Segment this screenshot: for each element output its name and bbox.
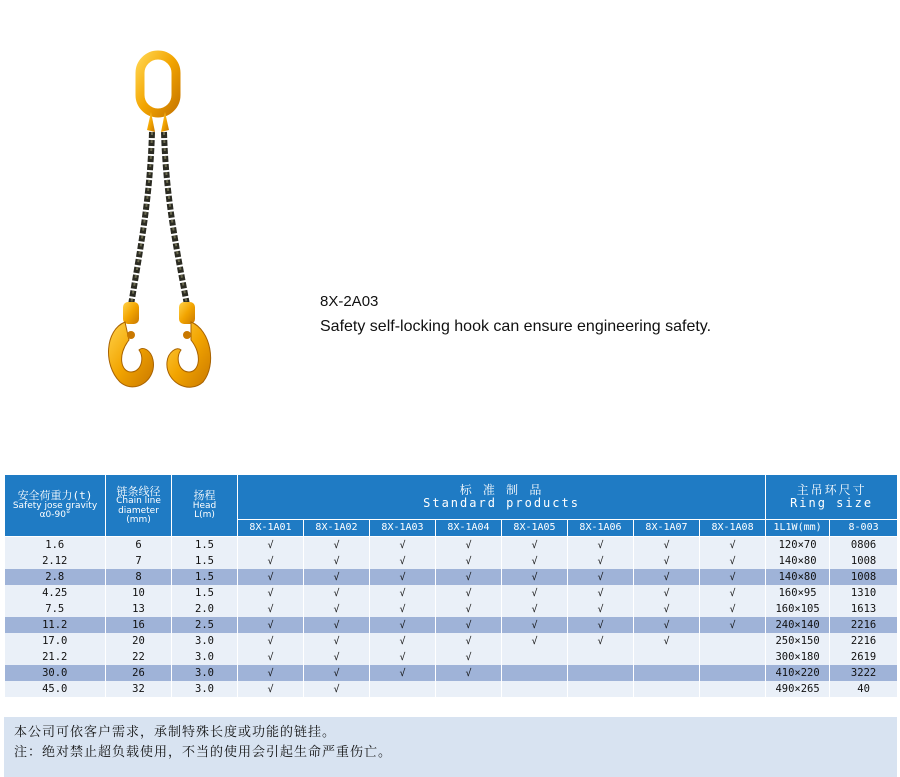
head-cell: 3.0 [172, 649, 238, 665]
check-cell: √ [502, 617, 568, 633]
model-header: 8X-1A05 [502, 520, 568, 537]
check-cell [502, 649, 568, 665]
check-cell: √ [700, 537, 766, 554]
check-cell [568, 649, 634, 665]
load-cell: 2.8 [5, 569, 106, 585]
check-cell: √ [304, 649, 370, 665]
check-cell: √ [502, 553, 568, 569]
check-cell: √ [634, 601, 700, 617]
note-warning: 注：绝对禁止超负载使用，不当的使用会引起生命严重伤亡。 [14, 745, 393, 760]
table-row [5, 569, 898, 585]
header-load [5, 475, 106, 537]
check-cell: √ [436, 537, 502, 554]
ring-dimension-cell: 160×95 [766, 585, 830, 601]
note-area [4, 717, 897, 777]
check-cell: √ [568, 617, 634, 633]
check-cell: √ [370, 601, 436, 617]
ring-code-cell: 1008 [830, 553, 898, 569]
chain-diameter-cell: 7 [106, 553, 172, 569]
check-cell: √ [436, 585, 502, 601]
check-cell: √ [634, 569, 700, 585]
check-cell: √ [700, 585, 766, 601]
check-cell: √ [634, 633, 700, 649]
check-cell: √ [502, 569, 568, 585]
table-row [5, 553, 898, 569]
hook-right-icon [167, 322, 211, 387]
header-chain-cn: 链条线径 [116, 484, 161, 498]
master-link [140, 55, 176, 113]
header-ring-en: Ring size [790, 496, 874, 510]
ring-dimension-header: 1L1W(mm) [766, 520, 830, 537]
load-cell: 30.0 [5, 665, 106, 681]
check-cell: √ [304, 681, 370, 697]
header-load-cn: 安全荷重力(t) [17, 489, 93, 503]
header-load-en: Safety jose gravity [12, 500, 98, 511]
ring-code-cell: 1613 [830, 601, 898, 617]
check-cell: √ [568, 537, 634, 554]
ring-code-cell: 40 [830, 681, 898, 697]
ring-code-cell: 2216 [830, 633, 898, 649]
check-cell: √ [370, 585, 436, 601]
ring-dimension-cell: 240×140 [766, 617, 830, 633]
check-cell: √ [304, 569, 370, 585]
head-cell: 3.0 [172, 633, 238, 649]
ring-dimension-cell: 490×265 [766, 681, 830, 697]
ring-dimension-cell: 160×105 [766, 601, 830, 617]
chain-diameter-cell: 32 [106, 681, 172, 697]
table-row [5, 649, 898, 665]
check-cell: √ [304, 537, 370, 554]
check-cell: √ [634, 585, 700, 601]
check-cell: √ [304, 665, 370, 681]
check-cell: √ [238, 617, 304, 633]
load-cell: 7.5 [5, 601, 106, 617]
check-cell [568, 681, 634, 697]
check-cell: √ [436, 665, 502, 681]
load-cell: 17.0 [5, 633, 106, 649]
check-cell [700, 649, 766, 665]
model-header: 8X-1A08 [700, 520, 766, 537]
ring-dimension-cell: 140×80 [766, 553, 830, 569]
model-header: 8X-1A03 [370, 520, 436, 537]
chain-left [131, 132, 152, 305]
header-standard-cn: 标 准 制 品 [459, 483, 544, 498]
chain-diameter-cell: 16 [106, 617, 172, 633]
check-cell: √ [568, 585, 634, 601]
header-chain-unit: (mm) [126, 514, 151, 525]
check-cell: √ [238, 649, 304, 665]
header-head [172, 475, 238, 537]
check-cell: √ [700, 601, 766, 617]
check-cell: √ [568, 553, 634, 569]
table-row [5, 681, 898, 697]
ring-dimension-cell: 410×220 [766, 665, 830, 681]
chain-diameter-cell: 26 [106, 665, 172, 681]
head-cell: 1.5 [172, 537, 238, 554]
check-cell [568, 665, 634, 681]
check-cell: √ [634, 537, 700, 554]
chain-diameter-cell: 6 [106, 537, 172, 554]
header-chain [106, 475, 172, 537]
product-description: Safety self-locking hook can ensure engineering safety. [320, 318, 712, 335]
check-cell: √ [436, 601, 502, 617]
check-cell: √ [238, 601, 304, 617]
chain-diameter-cell: 13 [106, 601, 172, 617]
check-cell: √ [304, 601, 370, 617]
check-cell [700, 665, 766, 681]
check-cell: √ [502, 585, 568, 601]
header-standard-products [238, 475, 766, 520]
head-cell: 1.5 [172, 553, 238, 569]
check-cell: √ [370, 553, 436, 569]
note-custom-order: 本公司可依客户需求，承制特殊长度或功能的链挂。 [14, 725, 337, 740]
check-cell [700, 633, 766, 649]
ring-dimension-cell: 140×80 [766, 569, 830, 585]
ring-dimension-cell: 250×150 [766, 633, 830, 649]
chain-sling-image [95, 50, 225, 395]
head-cell: 3.0 [172, 681, 238, 697]
chain-diameter-cell: 20 [106, 633, 172, 649]
chain-right [164, 132, 187, 305]
product-code: 8X-2A03 [320, 293, 379, 310]
ring-code-cell: 2216 [830, 617, 898, 633]
check-cell: √ [238, 537, 304, 554]
check-cell: √ [700, 553, 766, 569]
check-cell: √ [238, 633, 304, 649]
header-head-cn: 扬程 [193, 489, 216, 503]
ring-code-header: 8-003 [830, 520, 898, 537]
check-cell: √ [502, 537, 568, 554]
check-cell [634, 665, 700, 681]
model-header: 8X-1A07 [634, 520, 700, 537]
spec-table-body [5, 537, 898, 698]
check-cell: √ [700, 569, 766, 585]
check-cell: √ [700, 617, 766, 633]
ring-code-cell: 2619 [830, 649, 898, 665]
table-row [5, 585, 898, 601]
model-header: 8X-1A04 [436, 520, 502, 537]
table-row [5, 633, 898, 649]
check-cell: √ [568, 601, 634, 617]
head-cell: 2.5 [172, 617, 238, 633]
check-cell [502, 665, 568, 681]
check-cell [634, 681, 700, 697]
ring-code-cell: 0806 [830, 537, 898, 554]
load-cell: 21.2 [5, 649, 106, 665]
chain-diameter-cell: 10 [106, 585, 172, 601]
ring-dimension-cell: 300×180 [766, 649, 830, 665]
header-standard-en: Standard products [423, 496, 580, 510]
load-cell: 4.25 [5, 585, 106, 601]
check-cell: √ [238, 569, 304, 585]
check-cell [502, 681, 568, 697]
check-cell: √ [238, 681, 304, 697]
check-cell: √ [502, 633, 568, 649]
ring-code-cell: 3222 [830, 665, 898, 681]
check-cell: √ [304, 553, 370, 569]
check-cell: √ [436, 617, 502, 633]
model-header: 8X-1A06 [568, 520, 634, 537]
check-cell: √ [568, 633, 634, 649]
chain-diameter-cell: 8 [106, 569, 172, 585]
load-cell: 1.6 [5, 537, 106, 554]
header-ring-size [766, 475, 898, 520]
head-cell: 1.5 [172, 585, 238, 601]
check-cell: √ [238, 665, 304, 681]
check-cell: √ [634, 617, 700, 633]
hook-left-icon [109, 322, 154, 387]
check-cell: √ [568, 569, 634, 585]
head-cell: 2.0 [172, 601, 238, 617]
ring-code-cell: 1008 [830, 569, 898, 585]
check-cell: √ [370, 665, 436, 681]
head-cell: 1.5 [172, 569, 238, 585]
check-cell: √ [436, 633, 502, 649]
ring-code-cell: 1310 [830, 585, 898, 601]
check-cell: √ [436, 553, 502, 569]
check-cell: √ [502, 601, 568, 617]
check-cell [370, 681, 436, 697]
table-row [5, 665, 898, 681]
check-cell: √ [370, 617, 436, 633]
ring-dimension-cell: 120×70 [766, 537, 830, 554]
header-chain-en: Chain line diameter [116, 496, 161, 516]
check-cell: √ [436, 569, 502, 585]
check-cell: √ [370, 569, 436, 585]
check-cell: √ [238, 553, 304, 569]
model-header: 8X-1A01 [238, 520, 304, 537]
spec-table [4, 474, 898, 697]
model-header: 8X-1A02 [304, 520, 370, 537]
header-head-en: Head [192, 500, 217, 511]
load-cell: 2.12 [5, 553, 106, 569]
check-cell: √ [370, 537, 436, 554]
check-cell: √ [436, 649, 502, 665]
load-cell: 45.0 [5, 681, 106, 697]
check-cell [700, 681, 766, 697]
check-cell: √ [238, 585, 304, 601]
table-row [5, 617, 898, 633]
check-cell: √ [304, 633, 370, 649]
header-load-angle: α0-90° [39, 510, 71, 521]
header-ring-cn: 主吊环尺寸 [796, 483, 867, 498]
check-cell [634, 649, 700, 665]
check-cell: √ [370, 649, 436, 665]
check-cell: √ [304, 617, 370, 633]
check-cell: √ [634, 553, 700, 569]
chain-diameter-cell: 22 [106, 649, 172, 665]
table-row [5, 601, 898, 617]
table-row [5, 537, 898, 554]
load-cell: 11.2 [5, 617, 106, 633]
header-head-unit: L(m) [194, 510, 215, 521]
head-cell: 3.0 [172, 665, 238, 681]
check-cell [436, 681, 502, 697]
check-cell: √ [304, 585, 370, 601]
check-cell: √ [370, 633, 436, 649]
